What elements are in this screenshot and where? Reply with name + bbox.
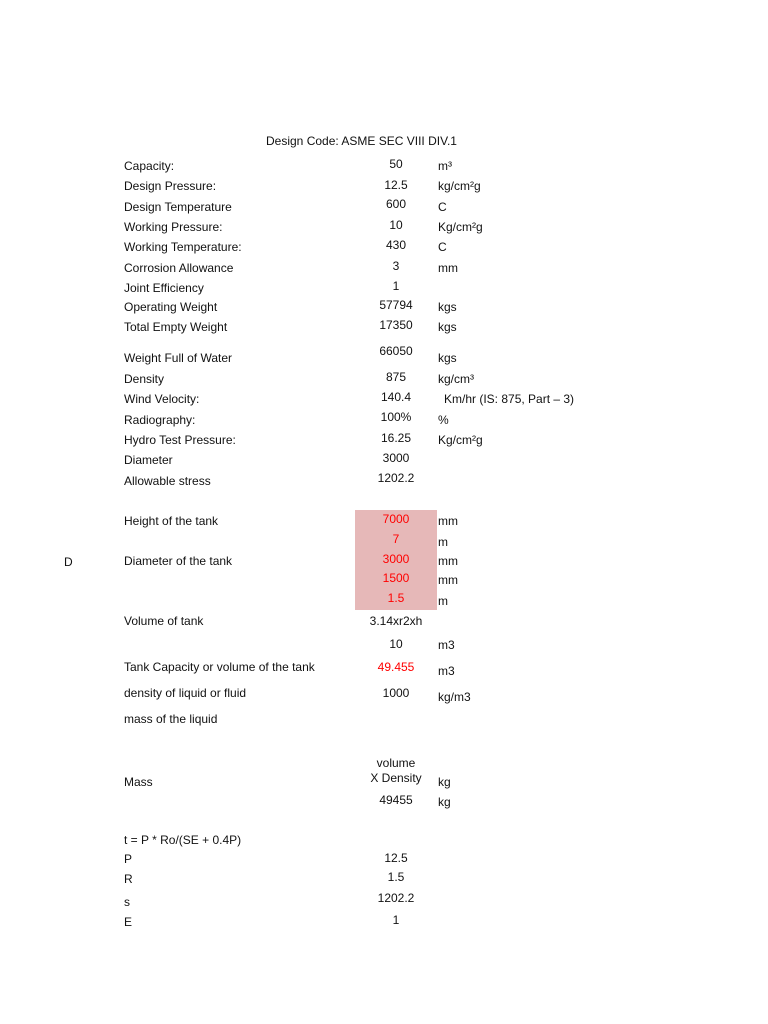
row-unit: Km/hr (IS: 875, Part – 3) xyxy=(444,392,575,406)
param-label: s xyxy=(124,895,130,909)
row-unit: mm xyxy=(438,261,458,275)
row-value: 16.25 xyxy=(380,431,412,445)
tank-height-label: Height of the tank xyxy=(124,514,219,528)
row-value: 66050 xyxy=(379,344,413,358)
thickness-formula: t = P * Ro/(SE + 0.4P) xyxy=(124,833,242,847)
row-value: 12.5 xyxy=(384,178,408,192)
row-label: Corrosion Allowance xyxy=(124,261,234,275)
param-label: E xyxy=(124,915,133,929)
tank-unit: m xyxy=(438,535,448,549)
tank-value: 7000 xyxy=(382,512,410,526)
tank-value: 1.5 xyxy=(387,591,405,605)
param-value: 1202.2 xyxy=(377,891,415,905)
param-value: 1.5 xyxy=(387,870,405,884)
tank-unit: mm xyxy=(438,514,458,528)
mass-formula-line2: X Density xyxy=(370,771,422,785)
row-unit: % xyxy=(438,413,449,427)
mass-unit: kg xyxy=(438,795,451,809)
volume-label: Volume of tank xyxy=(124,614,204,628)
row-value: 600 xyxy=(385,197,407,211)
row-label: Design Pressure: xyxy=(124,179,217,193)
row-value: 17350 xyxy=(379,318,413,332)
tank-value: 7 xyxy=(392,532,400,546)
row-unit: m³ xyxy=(438,159,452,173)
row-value: 57794 xyxy=(379,298,413,312)
mass-formula-unit: kg xyxy=(438,775,451,789)
row-value: 1 xyxy=(392,279,400,293)
row-label: Hydro Test Pressure: xyxy=(124,433,236,447)
row-unit: kgs xyxy=(438,320,457,334)
document-title: Design Code: ASME SEC VIII DIV.1 xyxy=(266,134,457,148)
density-liquid-unit: kg/m3 xyxy=(438,690,471,704)
row-unit: C xyxy=(438,200,447,214)
row-label: Joint Efficiency xyxy=(124,281,204,295)
tank-unit: mm xyxy=(438,573,458,587)
row-value: 430 xyxy=(385,238,407,252)
row-label: Working Temperature: xyxy=(124,240,242,254)
row-label: Radiography: xyxy=(124,413,196,427)
row-unit: kg/cm³ xyxy=(438,372,474,386)
volume-formula: 3.14xr2xh xyxy=(369,614,423,628)
row-label: Diameter xyxy=(124,453,173,467)
tank-unit: mm xyxy=(438,554,458,568)
density-liquid-label: density of liquid or fluid xyxy=(124,686,247,700)
row-label: Allowable stress xyxy=(124,474,211,488)
row-label: Total Empty Weight xyxy=(124,320,228,334)
row-value: 875 xyxy=(385,370,407,384)
row-label: Weight Full of Water xyxy=(124,351,233,365)
row-value: 10 xyxy=(389,218,403,232)
param-value: 1 xyxy=(392,913,400,927)
volume-value: 10 xyxy=(389,637,403,651)
row-label: Density xyxy=(124,372,165,386)
capacity-label: Tank Capacity or volume of the tank xyxy=(124,660,315,674)
row-label: Wind Velocity: xyxy=(124,392,200,406)
density-liquid-value: 1000 xyxy=(382,686,410,700)
mass-value: 49455 xyxy=(379,793,413,807)
param-label: R xyxy=(124,872,133,886)
row-label: Working Pressure: xyxy=(124,220,223,234)
row-value: 1202.2 xyxy=(377,471,415,485)
row-value: 3 xyxy=(392,259,400,273)
mass-formula-line1: volume xyxy=(376,756,416,770)
row-unit: kg/cm²g xyxy=(438,179,481,193)
row-value: 50 xyxy=(389,157,403,171)
param-label: P xyxy=(124,852,133,866)
row-unit: Kg/cm²g xyxy=(438,220,483,234)
row-value: 140.4 xyxy=(380,390,412,404)
tank-value: 3000 xyxy=(382,552,410,566)
mass-label: Mass xyxy=(124,775,153,789)
tank-diameter-label: Diameter of the tank xyxy=(124,554,233,568)
capacity-value: 49.455 xyxy=(377,660,415,674)
row-unit: kgs xyxy=(438,351,457,365)
tank-value: 1500 xyxy=(382,571,410,585)
row-unit: C xyxy=(438,240,447,254)
param-value: 12.5 xyxy=(384,851,408,865)
row-label: Operating Weight xyxy=(124,300,218,314)
volume-unit: m3 xyxy=(438,638,455,652)
side-marker: D xyxy=(64,555,73,569)
row-unit: kgs xyxy=(438,300,457,314)
tank-unit: m xyxy=(438,594,448,608)
row-value: 100% xyxy=(380,410,412,424)
row-label: Capacity: xyxy=(124,159,175,173)
mass-of-liquid-label: mass of the liquid xyxy=(124,712,218,726)
row-label: Design Temperature xyxy=(124,200,232,214)
row-value: 3000 xyxy=(382,451,410,465)
row-unit: Kg/cm²g xyxy=(438,433,483,447)
capacity-unit: m3 xyxy=(438,664,455,678)
